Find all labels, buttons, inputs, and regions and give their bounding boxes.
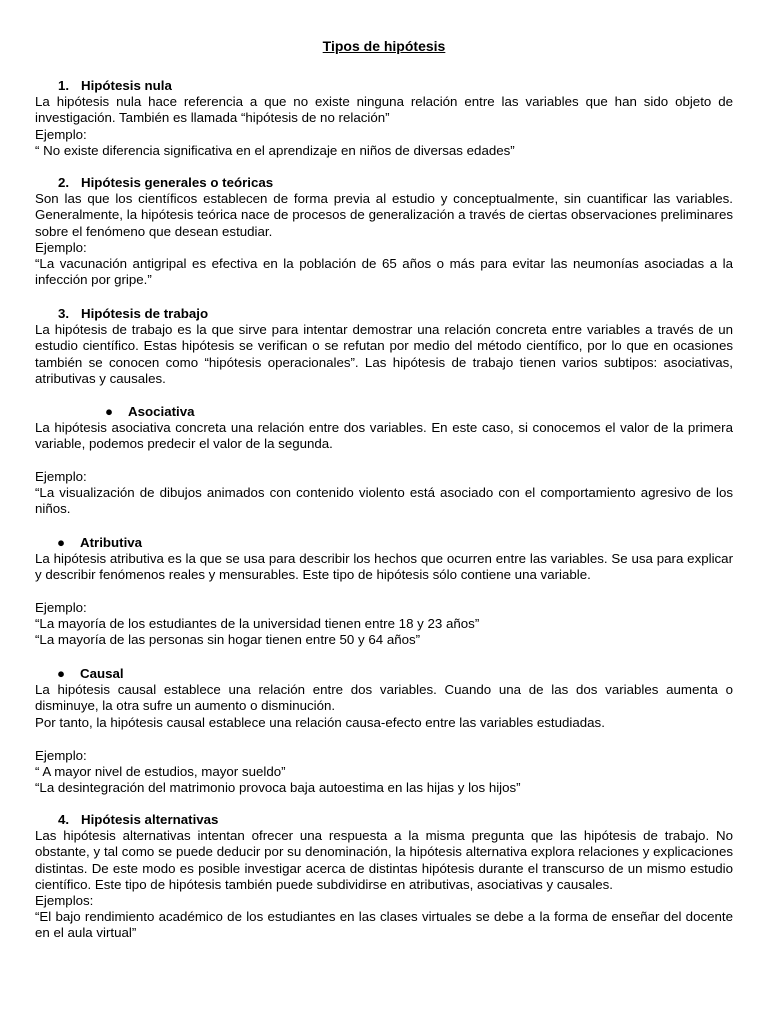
- bullet-icon: ●: [57, 535, 66, 550]
- example-label: Ejemplos:: [35, 893, 94, 909]
- document-title: Tipos de hipótesis: [322, 38, 446, 54]
- section-number: 4.: [58, 812, 70, 827]
- section-number: 1.: [58, 78, 70, 93]
- section-paragraph: La hipótesis de trabajo es la que sirve para intentar demostrar una relación concreta entre variables a través de un estudio científico. Estas hipótesis se verifican o se refutan por medio del método científico, por lo que en ocasiones también se conocen como “hipótesis operacionales”. Las hipótesis de trabajo tienen varios subtipos: asociativas, atributivas y causales.: [35, 322, 733, 386]
- subsection-heading-text: Asociativa: [128, 404, 195, 419]
- subsection-causal: [35, 666, 733, 731]
- subsection-atributiva: [35, 535, 733, 584]
- section-heading: [35, 812, 733, 828]
- bullet-icon: ●: [57, 666, 66, 681]
- section-paragraph: La hipótesis nula hace referencia a que no existe ninguna relación entre las variables que han sido objeto de investigación. También es llamada “hipótesis de no relación”: [35, 94, 733, 126]
- subsection-heading: [35, 404, 733, 420]
- example-label: Ejemplo:: [35, 748, 87, 763]
- example-text: “La mayoría de las personas sin hogar tienen entre 50 y 64 años”: [35, 632, 421, 648]
- example-text: “ A mayor nivel de estudios, mayor sueldo”: [35, 764, 286, 780]
- section-heading-text: Hipótesis generales o teóricas: [81, 175, 274, 190]
- example-label: Ejemplo:: [35, 126, 87, 142]
- section-heading-text: Hipótesis de trabajo: [81, 306, 209, 321]
- example-label: Ejemplo:: [35, 239, 87, 255]
- example-text: “La vacunación antigripal es efectiva en la población de 65 años o más para evitar las neumonías asociadas a la infección por gripe.”: [35, 256, 733, 288]
- example-text: “ No existe diferencia significativa en el aprendizaje en niños de diversas edades”: [35, 142, 515, 158]
- section-hipotesis-alternativas: [35, 812, 733, 942]
- section-paragraph: La hipótesis atributiva es la que se usa para describir los hechos que ocurren entre las variables. Se usa para explicar y describir fenómenos reales y mensurables. Este tipo de hipótesis sólo contiene una variable.: [35, 551, 733, 583]
- example-text: “La visualización de dibujos animados con contenido violento está asociado con el comportamiento agresivo de los niños.: [35, 485, 733, 517]
- example-text: “La mayoría de los estudiantes de la universidad tienen entre 18 y 23 años”: [35, 616, 480, 632]
- example-text: “El bajo rendimiento académico de los estudiantes en las clases virtuales se debe a la forma de enseñar del docente en el aula virtual”: [35, 909, 733, 941]
- section-paragraph: Las hipótesis alternativas intentan ofrecer una respuesta a la misma pregunta que las hipótesis de trabajo. No obstante, y tal como se puede deducir por su denominación, la hipótesis alternativa explora relaciones y explicaciones distintas. De este modo es posible investigar acerca de distintas hipótesis durante el transcurso de un mismo estudio científico. Este tipo de hipótesis también puede subdividirse en atributivas, asociativas y causales.: [35, 828, 733, 892]
- bullet-icon: ●: [105, 404, 114, 419]
- subsection-heading-text: Causal: [80, 666, 124, 681]
- example-label: Ejemplo:: [35, 600, 87, 615]
- section-hipotesis-nula: [35, 78, 733, 159]
- section-heading: [35, 306, 733, 322]
- section-number: 2.: [58, 175, 70, 190]
- subsection-heading: [35, 666, 733, 682]
- section-paragraph: Son las que los científicos establecen de forma previa al estudio y conceptualmente, sin cuantificar las variables. Generalmente, la hipótesis teórica nace de procesos de generalización a través de ciertas observaciones preliminares sobre el fenómeno que desean estudiar.: [35, 191, 733, 239]
- section-heading: [35, 78, 733, 94]
- subsection-heading: [35, 535, 733, 551]
- section-heading-text: Hipótesis alternativas: [81, 812, 219, 827]
- section-hipotesis-generales: [35, 175, 733, 288]
- example-text: “La desintegración del matrimonio provoca baja autoestima en las hijas y los hijos”: [35, 780, 521, 796]
- subsection-atributiva-example: [35, 600, 733, 649]
- subsection-heading-text: Atributiva: [80, 535, 143, 550]
- section-paragraph: La hipótesis causal establece una relación entre dos variables. Cuando una de las dos variables aumenta o disminuye, la otra sufre un aumento o disminución.: [35, 682, 733, 714]
- section-heading: [35, 175, 733, 191]
- section-paragraph: La hipótesis asociativa concreta una relación entre dos variables. En este caso, si conocemos el valor de la primera variable, podemos predecir el valor de la segunda.: [35, 420, 733, 452]
- section-number: 3.: [58, 306, 70, 321]
- section-hipotesis-de-trabajo: [35, 306, 733, 387]
- subsection-causal-example: [35, 748, 733, 797]
- example-label: Ejemplo:: [35, 469, 87, 484]
- subsection-asociativa-example: [35, 469, 733, 518]
- section-paragraph: Por tanto, la hipótesis causal establece una relación causa-efecto entre las variables estudiadas.: [35, 714, 605, 730]
- subsection-asociativa: [35, 404, 733, 453]
- section-heading-text: Hipótesis nula: [81, 78, 172, 93]
